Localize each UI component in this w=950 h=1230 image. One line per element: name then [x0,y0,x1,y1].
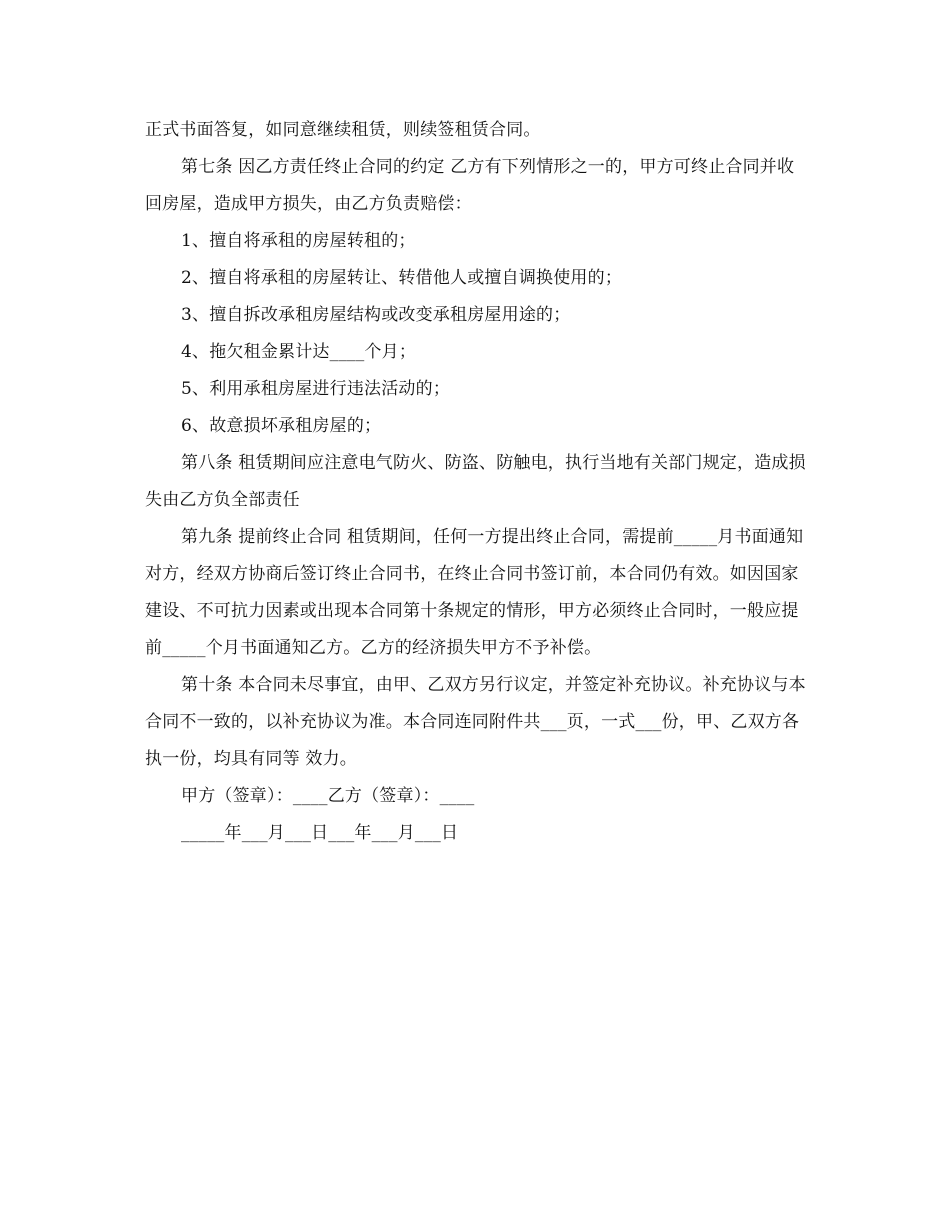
list-item-illegal-use: 5、利用承租房屋进行违法活动的； [181,379,451,399]
document-body [145,112,810,852]
paragraph-article-8: 第八条 租赁期间应注意电气防火、防盗、防触电，执行当地有关部门规定，造成损失由乙方负全部责任 [145,453,806,510]
list-item-rent-arrears: 4、拖欠租金累计达____个月； [181,342,417,362]
signature-line: 甲方（签章）：____乙方（签章）：____ [181,786,475,806]
date-line: _____年___月___日___年___月___日 [181,823,459,843]
paragraph-reply-continuation: 正式书面答复，如同意继续租赁，则续签租赁合同。 [145,120,541,140]
list-item-transfer: 2、擅自将承租的房屋转让、转借他人或擅自调换使用的； [181,268,623,288]
paragraph-article-9: 第九条 提前终止合同 租赁期间，任何一方提出终止合同，需提前_____月书面通知对方，经双方协商后签订终止合同书，在终止合同书签订前，本合同仍有效。如因国家建设、不可抗力因素或出现本合同第十条规定的情形，甲方必须终止合同时，一般应提前_____个月书面通知乙方。乙方的经济损失甲方不予补偿。 [145,527,804,658]
list-item-alter-structure: 3、擅自拆改承租房屋结构或改变承租房屋用途的； [181,305,571,325]
paragraph-article-7: 第七条 因乙方责任终止合同的约定 乙方有下列情形之一的，甲方可终止合同并收回房屋，造成甲方损失，由乙方负责赔偿： [145,157,795,214]
paragraph-article-10: 第十条 本合同未尽事宜，由甲、乙双方另行议定，并签定补充协议。补充协议与本合同不一致的，以补充协议为准。本合同连同附件共___页，一式___份，甲、乙双方各执一份，均具有同等 效力。 [145,675,806,769]
list-item-damage: 6、故意损坏承租房屋的； [181,416,382,436]
list-item-sublet: 1、擅自将承租的房屋转租的； [181,231,416,251]
